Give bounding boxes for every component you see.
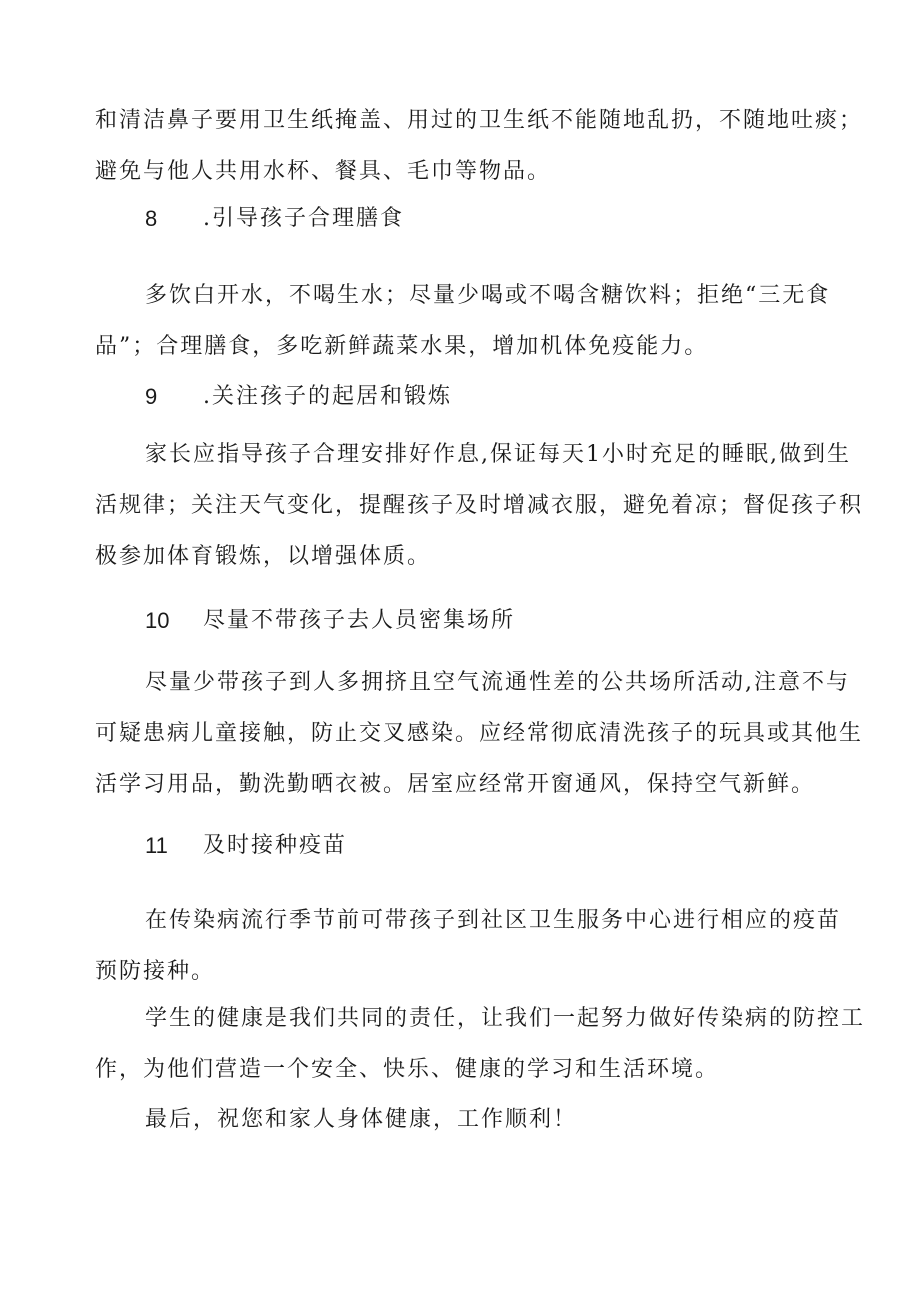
section-title: .关注孩子的起居和锻炼	[203, 384, 452, 409]
paragraph-line: 作，为他们营造一个安全、快乐、健康的学习和生活环境。	[95, 1057, 720, 1082]
section-body-9	[95, 429, 864, 582]
paragraph-line: 尽量少带孩子到人多拥挤且空气流通性差的公共场所活动,注意不与	[145, 670, 850, 695]
section-body-8	[95, 270, 835, 372]
paragraph-line: 家长应指导孩子合理安排好作息,保证每天1小时充足的睡眠,做到生	[145, 442, 851, 467]
section-number: 8	[145, 206, 158, 231]
paragraph-line: 和清洁鼻子要用卫生纸掩盖、用过的卫生纸不能随地乱扔，不随地吐痰；	[95, 108, 864, 133]
paragraph-line: 预防接种。	[95, 959, 216, 984]
intro-paragraph	[95, 95, 864, 197]
section-number: 10	[145, 608, 170, 633]
paragraph-line: 多饮白开水，不喝生水；尽量少喝或不喝含糖饮料；拒绝“三无食	[145, 283, 831, 308]
paragraph-line: 活规律；关注天气变化，提醒孩子及时增减衣服，避免着凉；督促孩子积	[95, 493, 864, 518]
section-body-10	[95, 657, 864, 810]
paragraph-line: 学生的健康是我们共同的责任，让我们一起努力做好传染病的防控工	[145, 1006, 866, 1031]
paragraph-line: 品”；合理膳食，多吃新鲜蔬菜水果，增加机体免疫能力。	[95, 334, 709, 359]
section-title: 及时接种疫苗	[203, 833, 348, 858]
farewell-paragraph	[95, 1094, 835, 1145]
section-title: 尽量不带孩子去人员密集场所	[203, 608, 516, 633]
closing-paragraph	[95, 993, 866, 1095]
section-title: .引导孩子合理膳食	[203, 206, 404, 231]
section-number: 11	[145, 833, 168, 858]
section-body-11	[95, 895, 842, 997]
paragraph-line: 极参加体育锻炼，以增强体质。	[95, 544, 432, 569]
paragraph-line: 活学习用品，勤洗勤晒衣被。居室应经常开窗通风，保持空气新鲜。	[95, 772, 816, 797]
section-heading-8	[145, 204, 404, 235]
paragraph-line: 避免与他人共用水杯、餐具、毛巾等物品。	[95, 159, 552, 184]
paragraph-line: 可疑患病儿童接触，防止交叉感染。应经常彻底清洗孩子的玩具或其他生	[95, 721, 864, 746]
section-heading-10	[145, 606, 516, 637]
paragraph-line: 在传染病流行季节前可带孩子到社区卫生服务中心进行相应的疫苗	[145, 908, 842, 933]
section-heading-11	[145, 831, 348, 862]
farewell-line: 最后，祝您和家人身体健康，工作顺利！	[145, 1107, 578, 1132]
section-number: 9	[145, 384, 158, 409]
section-heading-9	[145, 382, 452, 413]
